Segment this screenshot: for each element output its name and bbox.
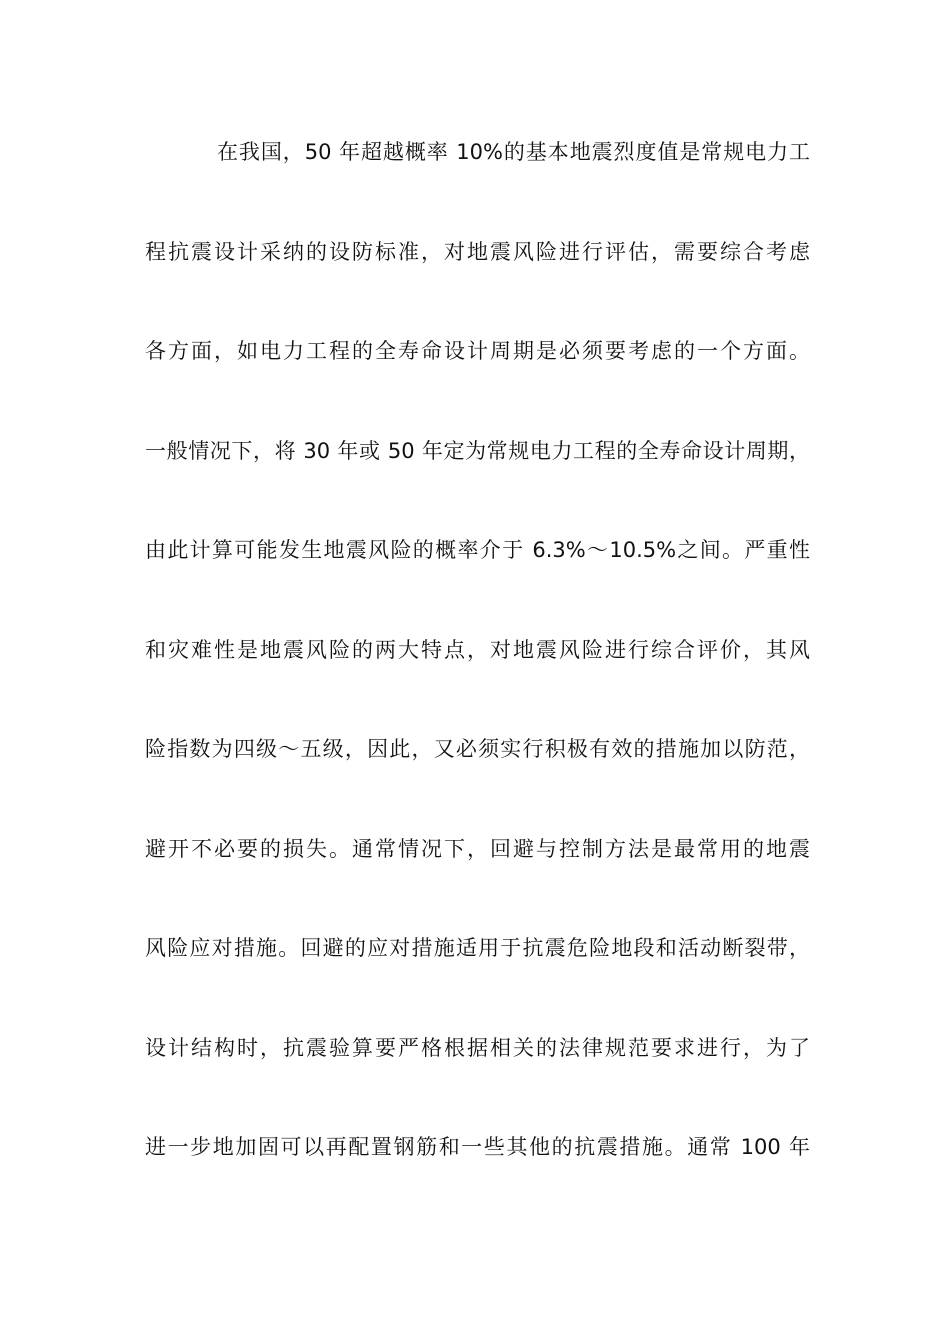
text-line: 进一步地加固可以再配置钢筋和一些其他的抗震措施。通常 100 年	[145, 1135, 810, 1159]
text-line: 在我国，50 年超越概率 10%的基本地震烈度值是常规电力工	[217, 140, 810, 164]
text-line: 由此计算可能发生地震风险的概率介于 6.3%～10.5%之间。严重性	[145, 538, 810, 562]
text-line: 程抗震设计采纳的设防标准，对地震风险进行评估，需要综合考虑	[145, 239, 810, 264]
text-line: 险指数为四级～五级，因此，又必须实行积极有效的措施加以防范，	[145, 737, 810, 761]
text-line: 和灾难性是地震风险的两大特点，对地震风险进行综合评价，其风	[145, 637, 810, 662]
text-line: 一般情况下，将 30 年或 50 年定为常规电力工程的全寿命设计周期，	[145, 438, 810, 463]
paragraph	[145, 130, 810, 1225]
text-line: 各方面，如电力工程的全寿命设计周期是必须要考虑的一个方面。	[145, 339, 810, 363]
text-line: 避开不必要的损失。通常情况下，回避与控制方法是最常用的地震	[145, 836, 810, 861]
text-line: 设计结构时，抗震验算要严格根据相关的法律规范要求进行，为了	[145, 1035, 810, 1060]
text-line: 风险应对措施。回避的应对措施适用于抗震危险地段和活动断裂带，	[145, 936, 810, 960]
